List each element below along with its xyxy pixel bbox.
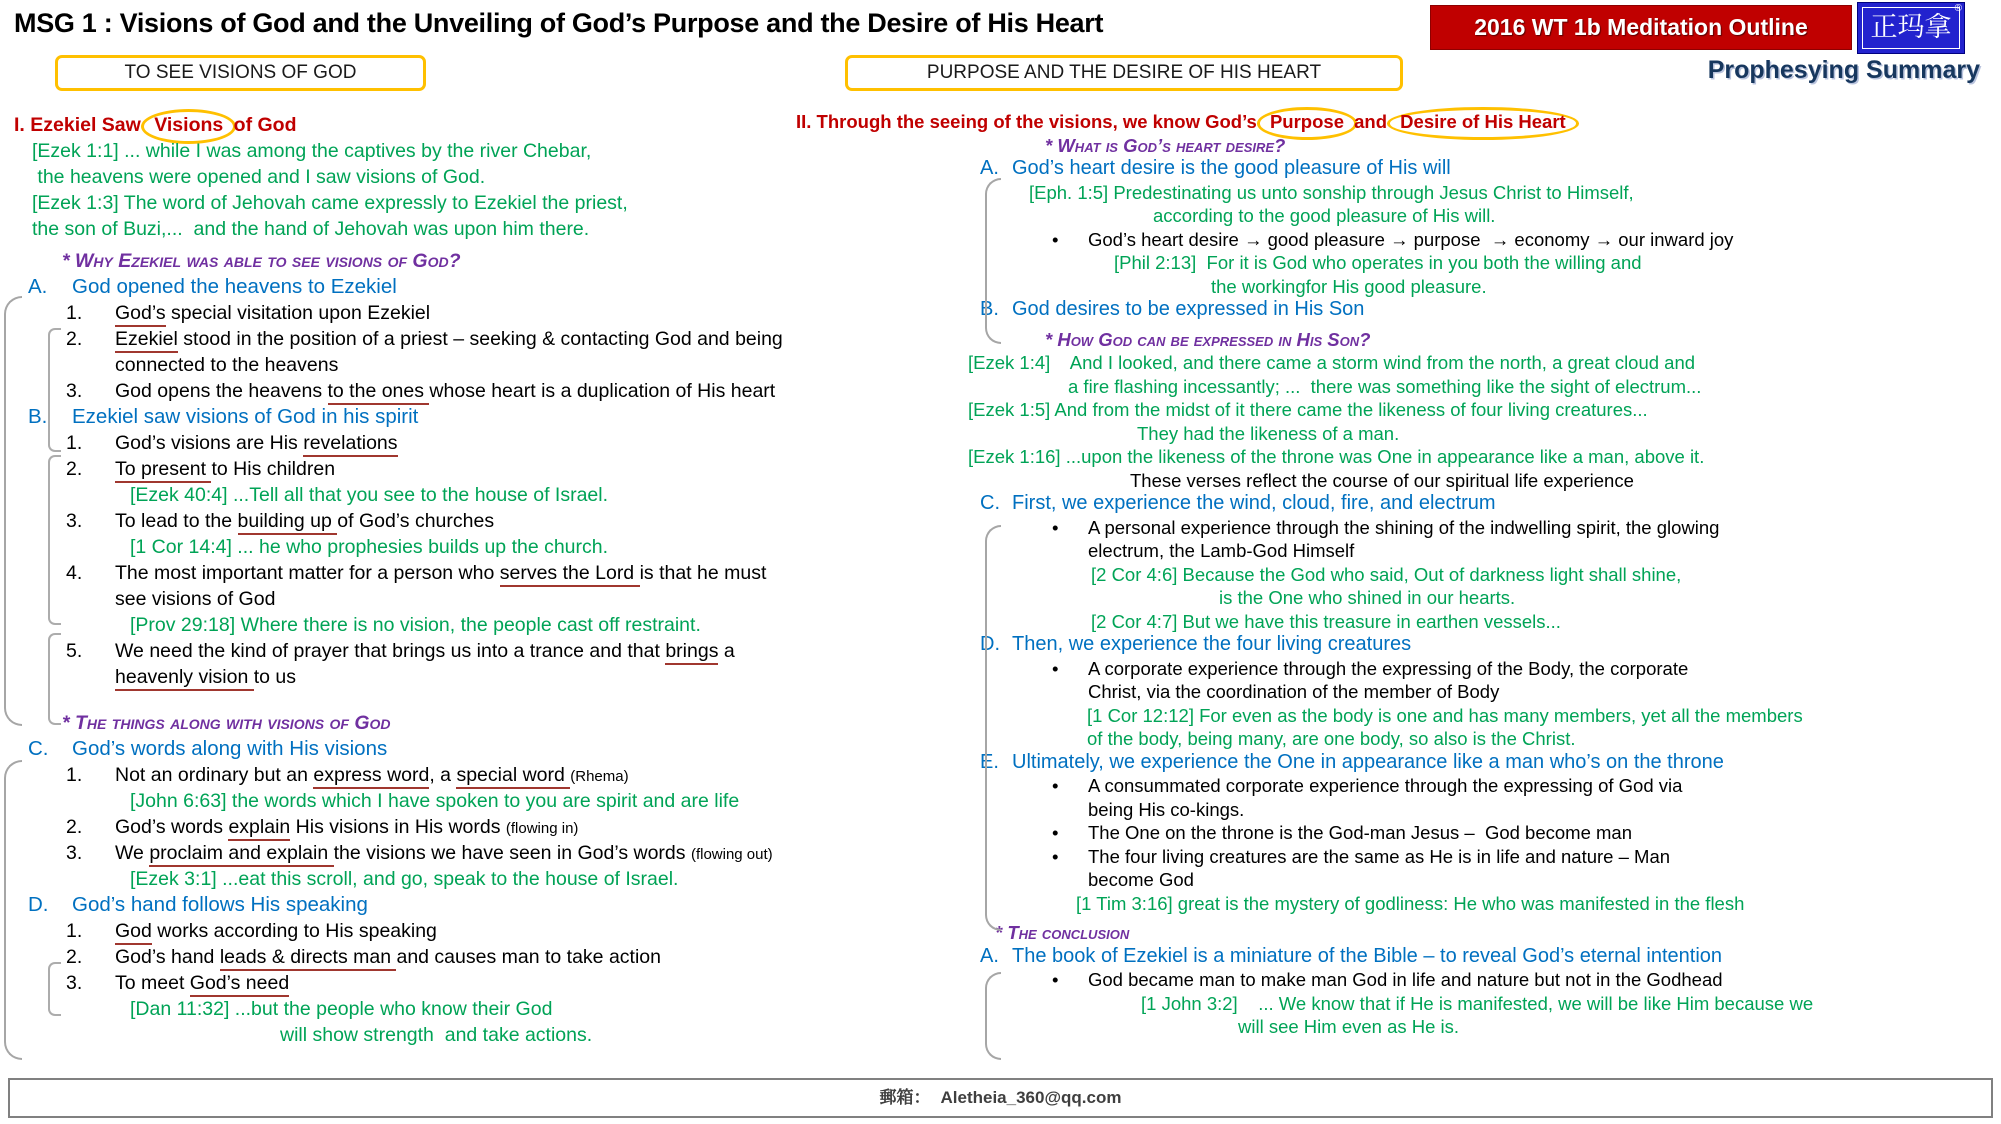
right-topic-box: PURPOSE AND THE DESIRE OF HIS HEART [845,55,1403,91]
brace-right-AB [985,178,1001,344]
heading-section-1: I. Ezekiel Saw Visions of God [10,112,788,138]
outline-item: 1. Not an ordinary but an express word, a special word (Rhema) [10,762,788,788]
outline-item: 3. We proclaim and explain the visions we have seen in God’s words (flowing out) [10,840,788,866]
verse-line: [2 Cor 4:7] But we have this treasure in earthen vessels... [1091,610,1561,632]
outline-item: 2. God’s words explain His visions in His words (flowing in) [10,814,788,840]
verse-line: the heavens were opened and I saw visions of God. [32,166,486,188]
outline-item: 2. God’s hand leads & directs man and causes man to take action [10,944,788,970]
registered-mark: ® [1954,3,1962,14]
bullet-item: • The four living creatures are the same as He is in life and nature – Man [1052,845,1671,867]
outline-item: 1. God’s special visitation upon Ezekiel [10,300,788,326]
bullet-item: • God became man to make man God in life and nature but not in the Godhead [1052,969,1723,990]
meditation-outline-badge: 2016 WT 1b Meditation Outline [1430,5,1852,50]
bullet-item-cont: become God [1088,869,1194,890]
bracket-left-B45 [48,633,61,725]
bullet-item: • A consummated corporate experience through the expressing of God via [1052,775,1683,796]
verse-line: a fire flashing incessantly; ... there was something like the sight of electrum... [1068,375,1702,397]
outline-item: 1. God’s visions are His revelations [10,430,788,456]
outline-point-C: C. First, we experience the wind, cloud, fire, and electrum [980,492,1496,514]
outline-point-C: C. God’s words along with His visions [28,737,388,760]
outline-item-cont: heavenly vision to us [10,664,788,690]
footer-bar [8,1078,1993,1118]
bracket-left-A-items [48,328,61,452]
verse-line: of the body, being many, are one body, so also is the Christ. [1087,728,1576,749]
brace-left-CD [4,760,22,1060]
bullet-item: • A corporate experience through the expressing of the Body, the corporate [1052,657,1689,679]
verse-line: [1 Tim 3:16] great is the mystery of godliness: He who was manifested in the flesh [1076,892,1745,914]
verse-line: [Ezek 40:4] ...Tell all that you see to the house of Israel. [130,484,609,506]
subheading-question: * How God can be expressed in His Son? [1045,328,1371,350]
outline-item: 3. To meet God’s need [10,970,788,996]
outline-item: 5. We need the kind of prayer that brings us into a trance and that brings a [10,638,788,664]
brace-left-AB [4,296,22,726]
left-column [10,112,788,1048]
outline-item: 1. God works according to His speaking [10,918,788,944]
bullet-item: • A personal experience through the shining of the indwelling spirit, the glowing [1052,516,1720,538]
verse-line: will see Him even as He is. [1238,1016,1460,1037]
subheading-question: * What is God’s heart desire? [1045,134,1286,156]
circled-word: Purpose [1257,107,1357,140]
verse-line: [Prov 29:18] Where there is no vision, the people cast off restraint. [130,614,701,636]
outline-point-D: D. Then, we experience the four living creatures [980,633,1412,655]
verse-line: [Ezek 3:1] ...eat this scroll, and go, speak to the house of Israel. [130,868,679,890]
verse-line: [John 6:63] the words which I have spoken to you are spirit and are life [130,790,740,812]
right-column [790,110,2001,1039]
verse-line: [Ezek 1:16] ...upon the likeness of the throne was One in appearance like a man, above it. [968,446,1705,467]
outline-item-cont: connected to the heavens [115,354,339,376]
bracket-left-B-items [48,455,61,625]
prophesying-summary-label: Prophesying Summary [1707,56,1980,84]
left-topic-box: TO SEE VISIONS OF GOD [55,55,426,91]
verse-line: is the One who shined in our hearts. [1219,587,1516,608]
circled-word: Visions [141,109,236,144]
brace-right-conclusion [985,972,1001,1060]
subheading-question: * Why Ezekiel was able to see visions of God? [62,250,461,272]
outline-item: 2. To present to His children [10,456,788,482]
verse-line: will show strength and take actions. [280,1024,593,1046]
bullet-item-cont: electrum, the Lamb-God Himself [1088,540,1355,561]
verse-line: [1 Cor 14:4] ... he who prophesies builds up the church. [130,536,609,558]
subheading-question: * The things along with visions of God [62,712,391,734]
outline-point-A: A. God’s heart desire is the good pleasure of His will [980,157,1451,179]
verse-line: [2 Cor 4:6] Because the God who said, Out of darkness light shall shine, [1091,563,1682,585]
outline-point-A: A. God opened the heavens to Ezekiel [28,275,397,298]
verse-line: [Ezek 1:5] And from the midst of it there came the likeness of four living creatures... [968,399,1648,420]
verse-line: [Ezek 1:1] ... while I was among the captives by the river Chebar, [32,140,592,162]
circled-word: Desire of His Heart [1387,107,1579,140]
outline-item: 4. The most important matter for a person who serves the Lord is that he must [10,560,788,586]
verse-line: [1 John 3:2] ... We know that if He is manifested, we will be like Him because we [1141,992,1814,1014]
outline-item: 3. To lead to the building up of God’s churches [10,508,788,534]
verse-line: according to the good pleasure of His will. [1153,205,1496,226]
verse-line: They had the likeness of a man. [1137,422,1400,444]
subheading-conclusion: * The conclusion [995,922,1130,943]
bullet-item-cont: being His co-kings. [1088,798,1245,820]
outline-point-B: B. God desires to be expressed in His Son [980,298,1365,320]
bracket-left-D-items [48,962,61,1016]
verse-line: the workingfor His good pleasure. [1211,275,1487,297]
verse-line: [Ezek 1:4] And I looked, and there came a storm wind from the north, a great cloud and [968,352,1696,373]
bullet-item: • God’s heart desire → good pleasure → purpose → economy → our inward joy [1052,228,1734,250]
outline-item: 2. Ezekiel stood in the position of a priest – seeking & contacting God and being [10,326,788,352]
bullet-item: • The One on the throne is the God-man Jesus – God become man [1052,822,1632,843]
note-line: These verses reflect the course of our spiritual life experience [1130,469,1634,491]
email-value: Aletheia_360@qq.com [940,1088,1122,1107]
bullet-item-cont: Christ, via the coordination of the member of Body [1088,681,1500,702]
outline-point-conclusion-A: A. The book of Ezekiel is a miniature of the Bible – to reveal God’s eternal intention [980,944,1723,967]
heading-section-2: II. Through the seeing of the visions, we know God’s Purpose and Desire of His Heart [790,110,2001,134]
page-title: MSG 1 : Visions of God and the Unveiling of God’s Purpose and the Desire of His Heart [14,8,1104,38]
verse-line: [Dan 11:32] ...but the people who know their God [130,998,553,1020]
verse-line: [Eph. 1:5] Predestinating us unto sonship through Jesus Christ to Himself, [1029,181,1634,203]
verse-line: the son of Buzi,... and the hand of Jehovah was upon him there. [32,218,590,240]
verse-line: [1 Cor 12:12] For even as the body is one and has many members, yet all the members [1087,704,1803,726]
verse-line: [Ezek 1:3] The word of Jehovah came expressly to Ezekiel the priest, [32,192,628,214]
outline-point-B: B. Ezekiel saw visions of God in his spirit [28,405,419,428]
outline-item: 3. God opens the heavens to the ones whose heart is a duplication of His heart [10,378,788,404]
logo-badge [1857,2,1965,54]
brace-right-CDE [985,525,1001,931]
outline-point-E: E. Ultimately, we experience the One in appearance like a man who’s on the throne [980,750,1724,773]
email-label: 郵箱： [879,1088,931,1107]
outline-item-cont: see visions of God [115,588,276,610]
outline-point-D: D. God’s hand follows His speaking [28,893,368,916]
logo-text: 正玛拿 [1862,7,1960,49]
verse-line: [Phil 2:13] For it is God who operates in you both the willing and [1114,252,1642,273]
